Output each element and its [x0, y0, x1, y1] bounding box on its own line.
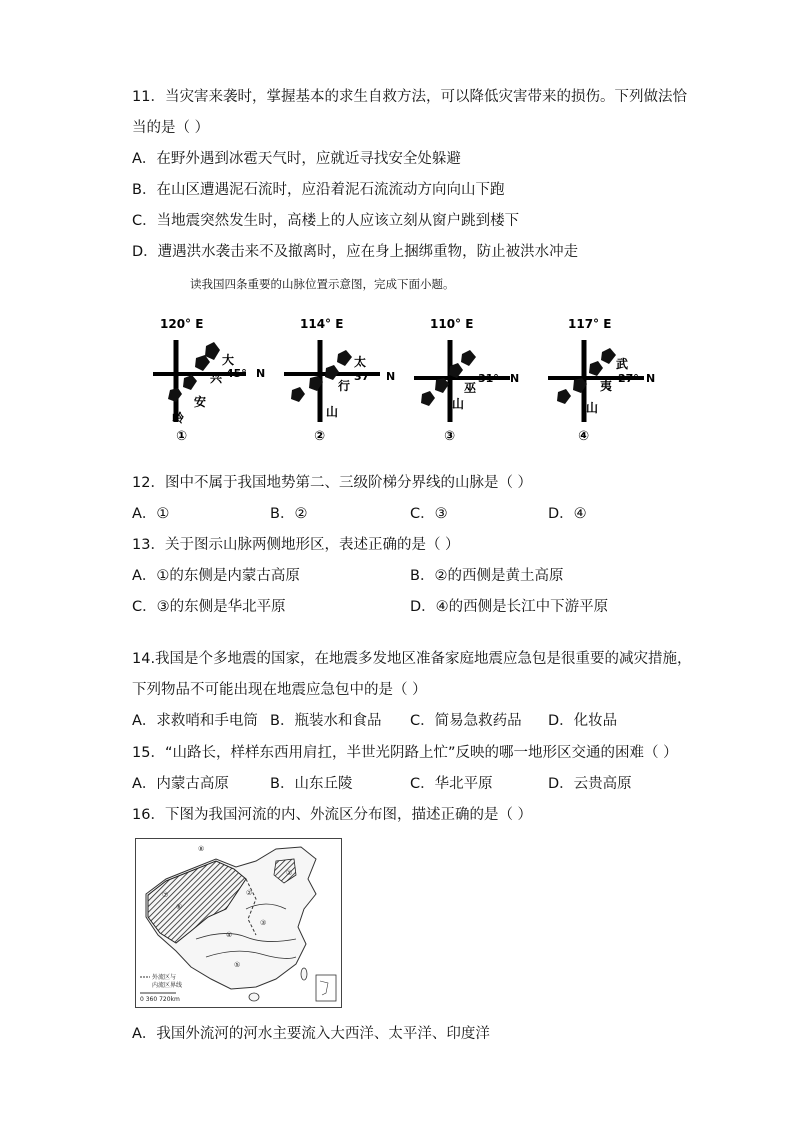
q13-option-c: C．③的东侧是华北平原 — [132, 599, 286, 615]
scale-label: 0 360 720km — [140, 996, 180, 1003]
svg-text:⑧: ⑧ — [198, 845, 205, 853]
q14-option-c: C．简易急救药品 — [410, 713, 522, 729]
svg-text:②: ② — [314, 429, 326, 444]
q11-stem-line1: 11．当灾害来袭时，掌握基本的求生自救方法，可以降低灾害带来的损伤。下列做法恰 — [132, 89, 687, 105]
q11-option-b: B．在山区遭遇泥石流时，应沿着泥石流流动方向向山下跑 — [132, 182, 505, 198]
q14-option-d: D．化妆品 — [548, 713, 618, 729]
mountain-diagram-4 — [546, 318, 666, 443]
q15-stem: 15．“山路长，样样东西用肩扛，半世光阴路上忙”反映的哪一地形区交通的困难（ ） — [132, 745, 678, 761]
svg-text:②: ② — [246, 889, 253, 897]
q15-option-d: D．云贵高原 — [548, 776, 632, 792]
q15-option-a: A．内蒙古高原 — [132, 776, 229, 792]
svg-text:山: 山 — [452, 397, 465, 411]
svg-text:安: 安 — [194, 395, 207, 409]
svg-text:⑤: ⑤ — [234, 961, 241, 969]
q12-stem: 12．图中不属于我国地势第二、三级阶梯分界线的山脉是（ ） — [132, 475, 533, 491]
q12-option-d: D．④ — [548, 506, 587, 522]
dir-label-1: N — [256, 367, 266, 380]
legend-line2: 内流区界线 — [152, 982, 183, 989]
svg-text:山: 山 — [326, 405, 339, 419]
lon-label-1: 120° E — [160, 317, 204, 331]
svg-text:37°: 37° — [354, 370, 375, 383]
svg-text:③: ③ — [260, 919, 267, 927]
svg-text:⑥: ⑥ — [176, 903, 183, 911]
legend-line1: 外流区与 — [152, 974, 177, 981]
svg-text:④: ④ — [226, 931, 233, 939]
china-river-map — [135, 838, 342, 1008]
q14-option-a: A．求救哨和手电筒 — [132, 713, 258, 729]
q13-option-b: B．②的西侧是黄土高原 — [410, 568, 564, 584]
q11-option-c: C．当地震突然发生时，高楼上的人应该立刻从窗户跳到楼下 — [132, 213, 520, 229]
mountain-diagram-1 — [148, 318, 268, 443]
svg-text:110° E: 110° E — [430, 317, 474, 331]
svg-text:117° E: 117° E — [568, 317, 612, 331]
svg-text:114° E: 114° E — [300, 317, 344, 331]
svg-text:①: ① — [286, 869, 293, 877]
q11-stem-line2: 当的是（ ） — [132, 120, 210, 136]
diagram-intro: 读我国四条重要的山脉位置示意图，完成下面小题。 — [190, 277, 455, 291]
svg-text:31°: 31° — [478, 372, 499, 385]
svg-text:N: N — [386, 370, 396, 383]
q16-stem: 16．下图为我国河流的内、外流区分布图，描述正确的是（ ） — [132, 807, 533, 823]
q15-option-c: C．华北平原 — [410, 776, 493, 792]
svg-text:大: 大 — [222, 353, 235, 367]
q13-option-a: A．①的东侧是内蒙古高原 — [132, 568, 300, 584]
svg-text:岭: 岭 — [172, 411, 185, 425]
q13-option-d: D．④的西侧是长江中下游平原 — [410, 599, 609, 615]
svg-text:N: N — [510, 372, 520, 385]
q12-option-c: C．③ — [410, 506, 448, 522]
q12-option-b: B．② — [270, 506, 308, 522]
q13-stem: 13．关于图示山脉两侧地形区，表述正确的是（ ） — [132, 537, 460, 553]
lat-label-1: 45° — [226, 367, 247, 380]
svg-text:太: 太 — [354, 355, 367, 369]
svg-text:山: 山 — [586, 401, 599, 415]
diagram-number-1: ① — [176, 429, 188, 444]
mountain-diagram-3 — [412, 318, 532, 443]
q12-option-a: A．① — [132, 506, 170, 522]
q11-option-a: A．在野外遇到冰雹天气时，应就近寻找安全处躲避 — [132, 151, 461, 167]
mountain-diagram-2 — [282, 318, 402, 443]
svg-text:兴: 兴 — [210, 371, 223, 385]
q14-stem-line2: 下列物品不可能出现在地震应急包中的是（ ） — [132, 682, 427, 698]
svg-text:27°: 27° — [618, 372, 639, 385]
svg-text:巫: 巫 — [464, 381, 477, 395]
q11-option-d: D．遭遇洪水袭击来不及撤离时，应在身上捆绑重物，防止被洪水冲走 — [132, 244, 579, 260]
svg-text:行: 行 — [338, 379, 351, 393]
svg-text:③: ③ — [444, 429, 456, 444]
svg-text:④: ④ — [578, 429, 590, 444]
q15-option-b: B．山东丘陵 — [270, 776, 353, 792]
svg-text:武: 武 — [616, 357, 629, 371]
svg-text:⑦: ⑦ — [162, 891, 169, 899]
q14-stem-line1: 14.我国是个多地震的国家，在地震多发地区准备家庭地震应急包是很重要的减灾措施， — [132, 651, 692, 667]
q14-option-b: B．瓶装水和食品 — [270, 713, 382, 729]
svg-text:夷: 夷 — [600, 379, 613, 393]
q16-option-a: A．我国外流河的河水主要流入大西洋、太平洋、印度洋 — [132, 1026, 490, 1042]
svg-text:N: N — [646, 372, 656, 385]
